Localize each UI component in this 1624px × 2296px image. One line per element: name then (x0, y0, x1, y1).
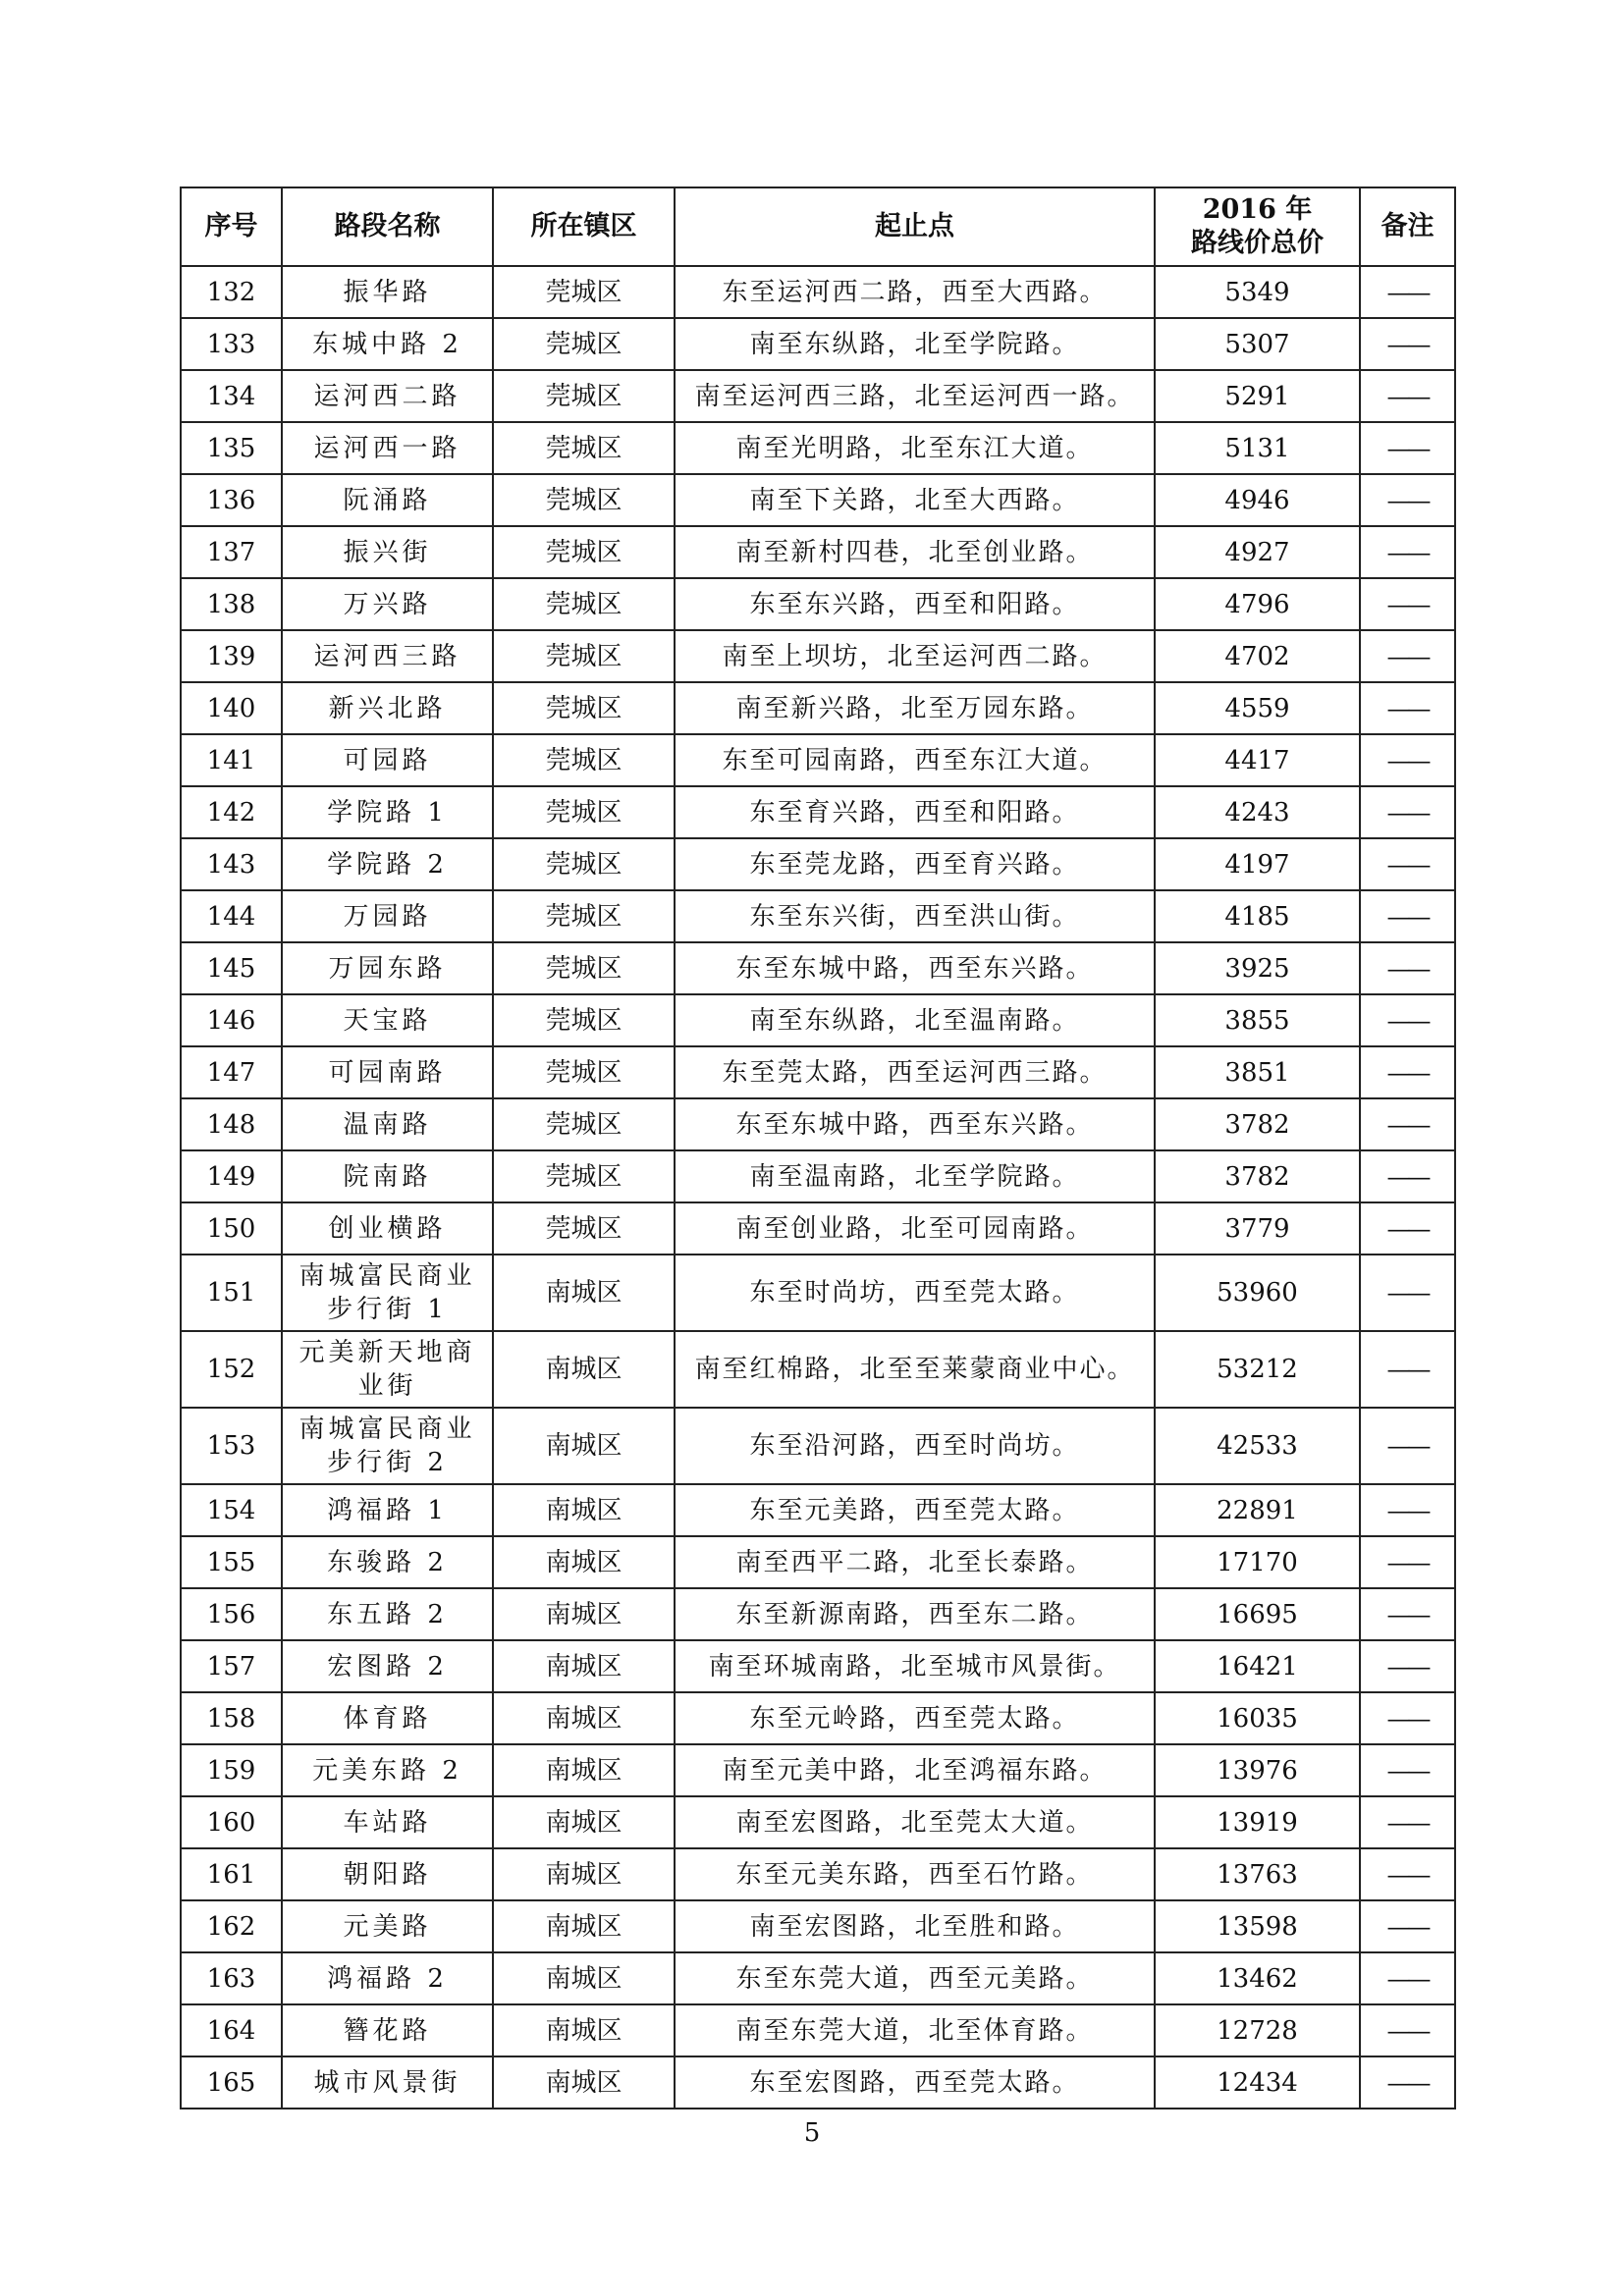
cell-endpoints: 东至沿河路，西至时尚坊。 (675, 1408, 1155, 1484)
cell-note: —— (1360, 318, 1455, 370)
cell-price: 4197 (1155, 838, 1360, 890)
cell-road-name: 宏图路 2 (282, 1640, 493, 1692)
cell-endpoints: 南至东纵路，北至学院路。 (675, 318, 1155, 370)
cell-no: 138 (181, 578, 282, 630)
header-price-year: 2016 年 (1202, 194, 1313, 225)
table-row (181, 1098, 1455, 1150)
table-row (181, 994, 1455, 1046)
cell-price: 3925 (1155, 942, 1360, 994)
table-row (181, 318, 1455, 370)
cell-no: 150 (181, 1202, 282, 1255)
table-row (181, 630, 1455, 682)
cell-price: 16695 (1155, 1588, 1360, 1640)
cell-district: 南城区 (493, 1640, 675, 1692)
cell-district: 南城区 (493, 1484, 675, 1536)
cell-district: 莞城区 (493, 942, 675, 994)
cell-no: 163 (181, 1952, 282, 2004)
cell-district: 莞城区 (493, 1202, 675, 1255)
table-row (181, 370, 1455, 422)
cell-endpoints: 东至东城中路，西至东兴路。 (675, 1098, 1155, 1150)
cell-endpoints: 东至莞龙路，西至育兴路。 (675, 838, 1155, 890)
cell-road-name: 南城富民商业步行街 1 (282, 1255, 493, 1331)
cell-district: 莞城区 (493, 630, 675, 682)
cell-district: 莞城区 (493, 474, 675, 526)
cell-district: 南城区 (493, 1331, 675, 1408)
cell-endpoints: 东至时尚坊，西至莞太路。 (675, 1255, 1155, 1331)
cell-district: 南城区 (493, 1692, 675, 1744)
cell-road-name: 鸿福路 1 (282, 1484, 493, 1536)
cell-road-name: 体育路 (282, 1692, 493, 1744)
cell-note: —— (1360, 1255, 1455, 1331)
cell-no: 151 (181, 1255, 282, 1331)
cell-district: 南城区 (493, 2004, 675, 2056)
cell-district: 莞城区 (493, 422, 675, 474)
table-row (181, 1952, 1455, 2004)
cell-no: 158 (181, 1692, 282, 1744)
cell-road-name: 城市风景街 (282, 2056, 493, 2109)
table-row (181, 1796, 1455, 1848)
cell-endpoints: 东至新源南路，西至东二路。 (675, 1588, 1155, 1640)
cell-price: 13462 (1155, 1952, 1360, 2004)
cell-no: 132 (181, 266, 282, 318)
cell-price: 4185 (1155, 890, 1360, 942)
cell-note: —— (1360, 838, 1455, 890)
table-row (181, 734, 1455, 786)
cell-endpoints: 东至东兴路，西至和阳路。 (675, 578, 1155, 630)
cell-price: 16035 (1155, 1692, 1360, 1744)
cell-district: 莞城区 (493, 734, 675, 786)
cell-price: 13598 (1155, 1900, 1360, 1952)
cell-road-name: 振兴街 (282, 526, 493, 578)
cell-no: 160 (181, 1796, 282, 1848)
cell-no: 153 (181, 1408, 282, 1484)
cell-note: —— (1360, 1150, 1455, 1202)
cell-no: 140 (181, 682, 282, 734)
table-row (181, 838, 1455, 890)
table-row (181, 2004, 1455, 2056)
cell-price: 5307 (1155, 318, 1360, 370)
cell-road-name: 振华路 (282, 266, 493, 318)
cell-price: 3851 (1155, 1046, 1360, 1098)
cell-district: 南城区 (493, 1952, 675, 2004)
cell-road-name: 万园东路 (282, 942, 493, 994)
cell-road-name: 车站路 (282, 1796, 493, 1848)
cell-no: 139 (181, 630, 282, 682)
cell-road-name: 东五路 2 (282, 1588, 493, 1640)
cell-price: 3782 (1155, 1098, 1360, 1150)
cell-price: 13919 (1155, 1796, 1360, 1848)
road-price-table (180, 187, 1456, 2109)
cell-price: 13976 (1155, 1744, 1360, 1796)
cell-district: 莞城区 (493, 890, 675, 942)
cell-note: —— (1360, 890, 1455, 942)
cell-district: 南城区 (493, 1536, 675, 1588)
cell-endpoints: 南至运河西三路，北至运河西一路。 (675, 370, 1155, 422)
cell-price: 13763 (1155, 1848, 1360, 1900)
cell-note: —— (1360, 1848, 1455, 1900)
table-row (181, 786, 1455, 838)
cell-endpoints: 东至东莞大道，西至元美路。 (675, 1952, 1155, 2004)
cell-endpoints: 东至可园南路，西至东江大道。 (675, 734, 1155, 786)
cell-note: —— (1360, 422, 1455, 474)
cell-price: 17170 (1155, 1536, 1360, 1588)
table-row (181, 1744, 1455, 1796)
cell-endpoints: 南至创业路，北至可园南路。 (675, 1202, 1155, 1255)
cell-note: —— (1360, 994, 1455, 1046)
cell-endpoints: 东至东城中路，西至东兴路。 (675, 942, 1155, 994)
header-price (1155, 187, 1360, 266)
table-row (181, 682, 1455, 734)
cell-no: 137 (181, 526, 282, 578)
cell-district: 莞城区 (493, 266, 675, 318)
cell-note: —— (1360, 1952, 1455, 2004)
cell-no: 147 (181, 1046, 282, 1098)
table-row (181, 1536, 1455, 1588)
cell-endpoints: 南至元美中路，北至鸿福东路。 (675, 1744, 1155, 1796)
cell-no: 157 (181, 1640, 282, 1692)
cell-note: —— (1360, 370, 1455, 422)
cell-road-name: 学院路 2 (282, 838, 493, 890)
cell-no: 146 (181, 994, 282, 1046)
cell-note: —— (1360, 1744, 1455, 1796)
table-row (181, 526, 1455, 578)
cell-district: 南城区 (493, 1796, 675, 1848)
cell-note: —— (1360, 1640, 1455, 1692)
table-row (181, 1588, 1455, 1640)
cell-no: 135 (181, 422, 282, 474)
table-row (181, 1331, 1455, 1408)
cell-district: 莞城区 (493, 526, 675, 578)
table-row (181, 422, 1455, 474)
cell-no: 152 (181, 1331, 282, 1408)
table-row (181, 474, 1455, 526)
cell-note: —— (1360, 1202, 1455, 1255)
cell-price: 5349 (1155, 266, 1360, 318)
cell-price: 5131 (1155, 422, 1360, 474)
cell-district: 南城区 (493, 1900, 675, 1952)
cell-endpoints: 东至元美东路，西至石竹路。 (675, 1848, 1155, 1900)
cell-road-name: 万园路 (282, 890, 493, 942)
cell-note: —— (1360, 1046, 1455, 1098)
cell-note: —— (1360, 1098, 1455, 1150)
cell-endpoints: 南至红棉路，北至至莱蒙商业中心。 (675, 1331, 1155, 1408)
cell-price: 4796 (1155, 578, 1360, 630)
cell-price: 12728 (1155, 2004, 1360, 2056)
cell-no: 162 (181, 1900, 282, 1952)
table-row (181, 1692, 1455, 1744)
cell-district: 南城区 (493, 1848, 675, 1900)
cell-district: 莞城区 (493, 1098, 675, 1150)
table-row (181, 1255, 1455, 1331)
cell-endpoints: 南至东莞大道，北至体育路。 (675, 2004, 1155, 2056)
table-row (181, 1484, 1455, 1536)
cell-road-name: 元美路 (282, 1900, 493, 1952)
page-number: 5 (803, 2118, 821, 2148)
cell-note: —— (1360, 786, 1455, 838)
cell-price: 4702 (1155, 630, 1360, 682)
table-row (181, 1202, 1455, 1255)
cell-road-name: 簪花路 (282, 2004, 493, 2056)
cell-price: 3782 (1155, 1150, 1360, 1202)
cell-no: 165 (181, 2056, 282, 2109)
cell-road-name: 新兴北路 (282, 682, 493, 734)
cell-note: —— (1360, 1796, 1455, 1848)
cell-no: 143 (181, 838, 282, 890)
cell-road-name: 东城中路 2 (282, 318, 493, 370)
cell-district: 莞城区 (493, 838, 675, 890)
cell-endpoints: 南至环城南路，北至城市风景街。 (675, 1640, 1155, 1692)
cell-road-name: 可园南路 (282, 1046, 493, 1098)
table-row (181, 1046, 1455, 1098)
cell-endpoints: 南至宏图路，北至胜和路。 (675, 1900, 1155, 1952)
cell-endpoints: 东至东兴街，西至洪山街。 (675, 890, 1155, 942)
table-row (181, 1150, 1455, 1202)
cell-no: 149 (181, 1150, 282, 1202)
cell-endpoints: 南至光明路，北至东江大道。 (675, 422, 1155, 474)
table-header-row (181, 187, 1455, 266)
table-row (181, 1640, 1455, 1692)
cell-price: 4417 (1155, 734, 1360, 786)
table-row (181, 942, 1455, 994)
table-body (181, 266, 1455, 2109)
cell-price: 4927 (1155, 526, 1360, 578)
cell-note: —— (1360, 630, 1455, 682)
cell-road-name: 运河西一路 (282, 422, 493, 474)
cell-note: —— (1360, 682, 1455, 734)
cell-road-name: 东骏路 2 (282, 1536, 493, 1588)
cell-district: 南城区 (493, 1408, 675, 1484)
cell-price: 4946 (1155, 474, 1360, 526)
cell-road-name: 学院路 1 (282, 786, 493, 838)
cell-price: 4559 (1155, 682, 1360, 734)
cell-price: 5291 (1155, 370, 1360, 422)
cell-endpoints: 南至温南路，北至学院路。 (675, 1150, 1155, 1202)
cell-no: 164 (181, 2004, 282, 2056)
cell-no: 134 (181, 370, 282, 422)
cell-endpoints: 东至运河西二路，西至大西路。 (675, 266, 1155, 318)
cell-endpoints: 东至元美路，西至莞太路。 (675, 1484, 1155, 1536)
table-row (181, 1408, 1455, 1484)
cell-no: 156 (181, 1588, 282, 1640)
cell-district: 南城区 (493, 1255, 675, 1331)
cell-endpoints: 东至宏图路，西至莞太路。 (675, 2056, 1155, 2109)
table-row (181, 890, 1455, 942)
cell-district: 莞城区 (493, 1046, 675, 1098)
cell-no: 136 (181, 474, 282, 526)
table-row (181, 1848, 1455, 1900)
cell-road-name: 院南路 (282, 1150, 493, 1202)
cell-road-name: 元美东路 2 (282, 1744, 493, 1796)
cell-price: 42533 (1155, 1408, 1360, 1484)
cell-price: 3779 (1155, 1202, 1360, 1255)
cell-note: —— (1360, 474, 1455, 526)
header-district: 所在镇区 (493, 187, 675, 266)
cell-note: —— (1360, 734, 1455, 786)
cell-road-name: 万兴路 (282, 578, 493, 630)
cell-no: 148 (181, 1098, 282, 1150)
cell-district: 南城区 (493, 1588, 675, 1640)
cell-price: 4243 (1155, 786, 1360, 838)
cell-road-name: 南城富民商业步行街 2 (282, 1408, 493, 1484)
cell-road-name: 天宝路 (282, 994, 493, 1046)
cell-no: 154 (181, 1484, 282, 1536)
table-row (181, 266, 1455, 318)
cell-note: —— (1360, 1408, 1455, 1484)
cell-district: 莞城区 (493, 682, 675, 734)
cell-endpoints: 南至西平二路，北至长泰路。 (675, 1536, 1155, 1588)
cell-endpoints: 南至新兴路，北至万园东路。 (675, 682, 1155, 734)
cell-endpoints: 南至新村四巷，北至创业路。 (675, 526, 1155, 578)
cell-endpoints: 南至宏图路，北至莞太大道。 (675, 1796, 1155, 1848)
cell-price: 53212 (1155, 1331, 1360, 1408)
table-row (181, 2056, 1455, 2109)
cell-road-name: 运河西三路 (282, 630, 493, 682)
cell-note: —— (1360, 578, 1455, 630)
cell-note: —— (1360, 942, 1455, 994)
cell-note: —— (1360, 266, 1455, 318)
table-row (181, 578, 1455, 630)
cell-no: 133 (181, 318, 282, 370)
cell-note: —— (1360, 1900, 1455, 1952)
cell-endpoints: 东至莞太路，西至运河西三路。 (675, 1046, 1155, 1098)
cell-no: 141 (181, 734, 282, 786)
cell-endpoints: 南至上坝坊，北至运河西二路。 (675, 630, 1155, 682)
cell-price: 22891 (1155, 1484, 1360, 1536)
cell-endpoints: 东至元岭路，西至莞太路。 (675, 1692, 1155, 1744)
cell-note: —— (1360, 1692, 1455, 1744)
cell-endpoints: 南至东纵路，北至温南路。 (675, 994, 1155, 1046)
header-road-name: 路段名称 (282, 187, 493, 266)
cell-district: 莞城区 (493, 578, 675, 630)
cell-district: 莞城区 (493, 370, 675, 422)
cell-road-name: 温南路 (282, 1098, 493, 1150)
cell-price: 16421 (1155, 1640, 1360, 1692)
header-endpoints: 起止点 (675, 187, 1155, 266)
cell-note: —— (1360, 1331, 1455, 1408)
cell-no: 159 (181, 1744, 282, 1796)
cell-road-name: 运河西二路 (282, 370, 493, 422)
cell-district: 莞城区 (493, 1150, 675, 1202)
cell-road-name: 鸿福路 2 (282, 1952, 493, 2004)
cell-endpoints: 东至育兴路，西至和阳路。 (675, 786, 1155, 838)
cell-road-name: 阮涌路 (282, 474, 493, 526)
cell-district: 莞城区 (493, 318, 675, 370)
cell-note: —— (1360, 526, 1455, 578)
cell-note: —— (1360, 1588, 1455, 1640)
cell-road-name: 元美新天地商业街 (282, 1331, 493, 1408)
cell-road-name: 创业横路 (282, 1202, 493, 1255)
cell-road-name: 朝阳路 (282, 1848, 493, 1900)
cell-no: 155 (181, 1536, 282, 1588)
cell-price: 12434 (1155, 2056, 1360, 2109)
cell-endpoints: 南至下关路，北至大西路。 (675, 474, 1155, 526)
header-price-label: 路线价总价 (1191, 228, 1324, 258)
cell-district: 南城区 (493, 1744, 675, 1796)
header-note: 备注 (1360, 187, 1455, 266)
header-no: 序号 (181, 187, 282, 266)
cell-district: 莞城区 (493, 994, 675, 1046)
cell-road-name: 可园路 (282, 734, 493, 786)
cell-note: —— (1360, 1484, 1455, 1536)
cell-price: 3855 (1155, 994, 1360, 1046)
cell-note: —— (1360, 1536, 1455, 1588)
cell-no: 161 (181, 1848, 282, 1900)
cell-note: —— (1360, 2004, 1455, 2056)
cell-no: 145 (181, 942, 282, 994)
cell-price: 53960 (1155, 1255, 1360, 1331)
cell-note: —— (1360, 2056, 1455, 2109)
cell-no: 142 (181, 786, 282, 838)
table-row (181, 1900, 1455, 1952)
cell-district: 莞城区 (493, 786, 675, 838)
cell-district: 南城区 (493, 2056, 675, 2109)
cell-no: 144 (181, 890, 282, 942)
